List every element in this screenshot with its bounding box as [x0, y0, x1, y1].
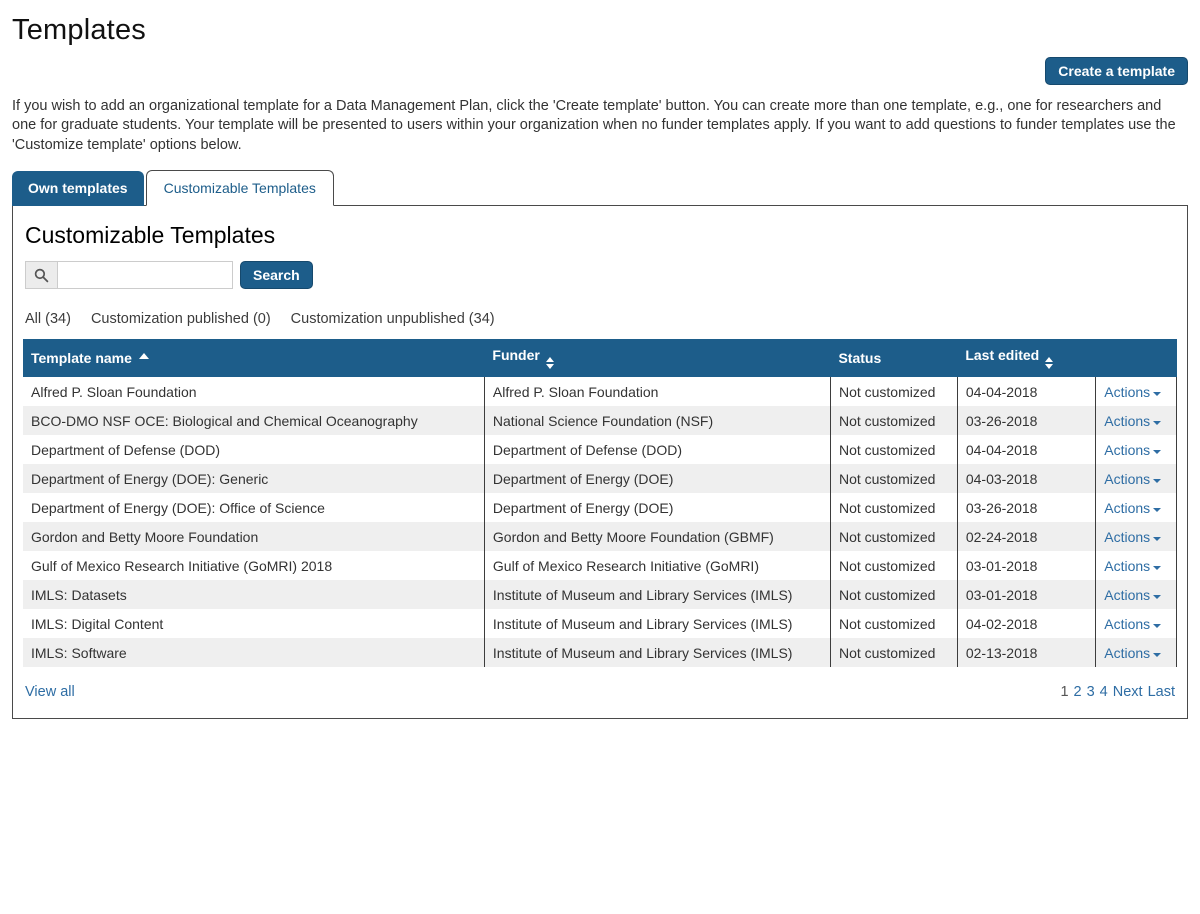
cell-status: Not customized: [830, 609, 957, 638]
pagination: [1060, 684, 1175, 700]
cell-actions: [1096, 464, 1177, 493]
pagination-link-4[interactable]: 4: [1099, 684, 1108, 701]
table-row: [23, 638, 1177, 667]
cell-last-edited: 03-01-2018: [957, 580, 1095, 609]
cell-status: Not customized: [830, 435, 957, 464]
column-header-funder[interactable]: [484, 339, 830, 377]
intro-text: If you wish to add an organizational template for a Data Management Plan, click the 'Create template' button. You can create more than one template, e.g., one for researchers and one for graduate students. Your template will be presented to users within your organization when no funder templates apply. If you want to add questions to funder templates use the 'Customize template' options below.: [12, 98, 1176, 153]
actions-label: Actions: [1104, 528, 1151, 545]
cell-last-edited: 03-26-2018: [957, 493, 1095, 522]
cell-template-name: IMLS: Digital Content: [23, 609, 484, 638]
table-row: [23, 493, 1177, 522]
column-label: Last edited: [965, 347, 1040, 364]
actions-dropdown[interactable]: [1104, 413, 1161, 429]
cell-status: Not customized: [830, 493, 957, 522]
filter-links: [25, 311, 1175, 327]
cell-actions: [1096, 638, 1177, 667]
table-row: [23, 435, 1177, 464]
panel-heading: Customizable Templates: [25, 222, 276, 249]
cell-last-edited: 04-03-2018: [957, 464, 1095, 493]
cell-last-edited: 04-04-2018: [957, 377, 1095, 406]
cell-funder: Institute of Museum and Library Services (IMLS): [484, 609, 830, 638]
cell-funder: Gulf of Mexico Research Initiative (GoMRI): [484, 551, 830, 580]
cell-status: Not customized: [830, 464, 957, 493]
cell-funder: Alfred P. Sloan Foundation: [484, 377, 830, 406]
table-body: [23, 377, 1177, 667]
actions-label: Actions: [1104, 557, 1151, 574]
search-button[interactable]: Search: [240, 261, 313, 289]
actions-dropdown[interactable]: [1104, 471, 1161, 487]
actions-dropdown[interactable]: [1104, 645, 1161, 661]
column-header-last-edited[interactable]: [957, 339, 1095, 377]
create-template-button[interactable]: Create a template: [1045, 57, 1188, 85]
cell-actions: [1096, 493, 1177, 522]
chevron-down-icon: [1153, 595, 1161, 599]
chevron-down-icon: [1153, 566, 1161, 570]
actions-label: Actions: [1104, 499, 1151, 516]
templates-table: [23, 339, 1177, 667]
filter-link-2[interactable]: Customization unpublished (34): [290, 311, 495, 328]
chevron-down-icon: [1153, 479, 1161, 483]
chevron-down-icon: [1153, 392, 1161, 396]
cell-actions: [1096, 435, 1177, 464]
customizable-templates-panel: [12, 205, 1188, 719]
sort-icon: [546, 357, 554, 369]
table-row: [23, 464, 1177, 493]
table-row: [23, 406, 1177, 435]
cell-status: Not customized: [830, 377, 957, 406]
page: [12, 14, 1188, 719]
chevron-down-icon: [1153, 537, 1161, 541]
pagination-link-3[interactable]: 3: [1086, 684, 1095, 701]
actions-label: Actions: [1104, 644, 1151, 661]
cell-template-name: Alfred P. Sloan Foundation: [23, 377, 484, 406]
actions-dropdown[interactable]: [1104, 558, 1161, 574]
cell-last-edited: 02-13-2018: [957, 638, 1095, 667]
table-row: [23, 580, 1177, 609]
table-row: [23, 377, 1177, 406]
cell-status: Not customized: [830, 551, 957, 580]
pagination-link-next[interactable]: Next: [1112, 684, 1143, 701]
column-label: Status: [838, 350, 882, 367]
cell-status: Not customized: [830, 522, 957, 551]
cell-status: Not customized: [830, 638, 957, 667]
actions-dropdown[interactable]: [1104, 500, 1161, 516]
cell-status: Not customized: [830, 580, 957, 609]
panel-footer: [25, 684, 1175, 700]
sort-asc-icon: [139, 353, 149, 359]
cell-actions: [1096, 580, 1177, 609]
chevron-down-icon: [1153, 653, 1161, 657]
cell-funder: Department of Energy (DOE): [484, 464, 830, 493]
column-header-status: [830, 339, 957, 377]
tab-customizable-templates[interactable]: Customizable Templates: [146, 170, 334, 206]
cell-template-name: IMLS: Datasets: [23, 580, 484, 609]
cell-template-name: Gordon and Betty Moore Foundation: [23, 522, 484, 551]
cell-funder: Department of Defense (DOD): [484, 435, 830, 464]
column-header-actions: [1096, 339, 1177, 377]
sort-icon: [1045, 357, 1053, 369]
actions-dropdown[interactable]: [1104, 616, 1161, 632]
cell-last-edited: 03-01-2018: [957, 551, 1095, 580]
actions-label: Actions: [1104, 441, 1151, 458]
pagination-page-current: 1: [1060, 684, 1069, 701]
filter-link-0[interactable]: All (34): [25, 311, 71, 328]
cell-template-name: Gulf of Mexico Research Initiative (GoMRI) 2018: [23, 551, 484, 580]
cell-template-name: Department of Defense (DOD): [23, 435, 484, 464]
actions-dropdown[interactable]: [1104, 529, 1161, 545]
cell-funder: National Science Foundation (NSF): [484, 406, 830, 435]
column-label: Template name: [31, 350, 132, 367]
actions-dropdown[interactable]: [1104, 587, 1161, 603]
cell-template-name: IMLS: Software: [23, 638, 484, 667]
cell-actions: [1096, 609, 1177, 638]
cell-funder: Institute of Museum and Library Services (IMLS): [484, 580, 830, 609]
column-label: Funder: [492, 347, 540, 364]
actions-label: Actions: [1104, 412, 1151, 429]
table-row: [23, 609, 1177, 638]
chevron-down-icon: [1153, 624, 1161, 628]
chevron-down-icon: [1153, 450, 1161, 454]
create-row: [12, 57, 1188, 85]
actions-label: Actions: [1104, 383, 1151, 400]
cell-last-edited: 03-26-2018: [957, 406, 1095, 435]
column-header-template-name[interactable]: [23, 339, 484, 377]
cell-funder: Institute of Museum and Library Services (IMLS): [484, 638, 830, 667]
pagination-link-last[interactable]: Last: [1147, 684, 1175, 701]
view-all-link[interactable]: View all: [25, 684, 75, 701]
chevron-down-icon: [1153, 421, 1161, 425]
cell-last-edited: 04-02-2018: [957, 609, 1095, 638]
cell-actions: [1096, 551, 1177, 580]
cell-actions: [1096, 406, 1177, 435]
search-input[interactable]: [57, 261, 233, 289]
actions-dropdown[interactable]: [1104, 384, 1161, 400]
page-title: Templates: [12, 14, 146, 46]
table-row: [23, 551, 1177, 580]
cell-last-edited: 04-04-2018: [957, 435, 1095, 464]
cell-template-name: Department of Energy (DOE): Office of Science: [23, 493, 484, 522]
search-group: [25, 261, 1175, 289]
actions-label: Actions: [1104, 586, 1151, 603]
cell-status: Not customized: [830, 406, 957, 435]
search-icon: [25, 261, 57, 289]
actions-label: Actions: [1104, 615, 1151, 632]
cell-actions: [1096, 522, 1177, 551]
tab-own-templates[interactable]: Own templates: [12, 171, 144, 206]
cell-funder: Gordon and Betty Moore Foundation (GBMF): [484, 522, 830, 551]
actions-dropdown[interactable]: [1104, 442, 1161, 458]
table-header: [23, 339, 1177, 377]
tabs: [12, 170, 1188, 205]
filter-link-1[interactable]: Customization published (0): [90, 311, 271, 328]
actions-label: Actions: [1104, 470, 1151, 487]
chevron-down-icon: [1153, 508, 1161, 512]
cell-actions: [1096, 377, 1177, 406]
cell-funder: Department of Energy (DOE): [484, 493, 830, 522]
table-row: [23, 522, 1177, 551]
cell-template-name: Department of Energy (DOE): Generic: [23, 464, 484, 493]
cell-template-name: BCO-DMO NSF OCE: Biological and Chemical Oceanography: [23, 406, 484, 435]
cell-last-edited: 02-24-2018: [957, 522, 1095, 551]
pagination-link-2[interactable]: 2: [1073, 684, 1082, 701]
